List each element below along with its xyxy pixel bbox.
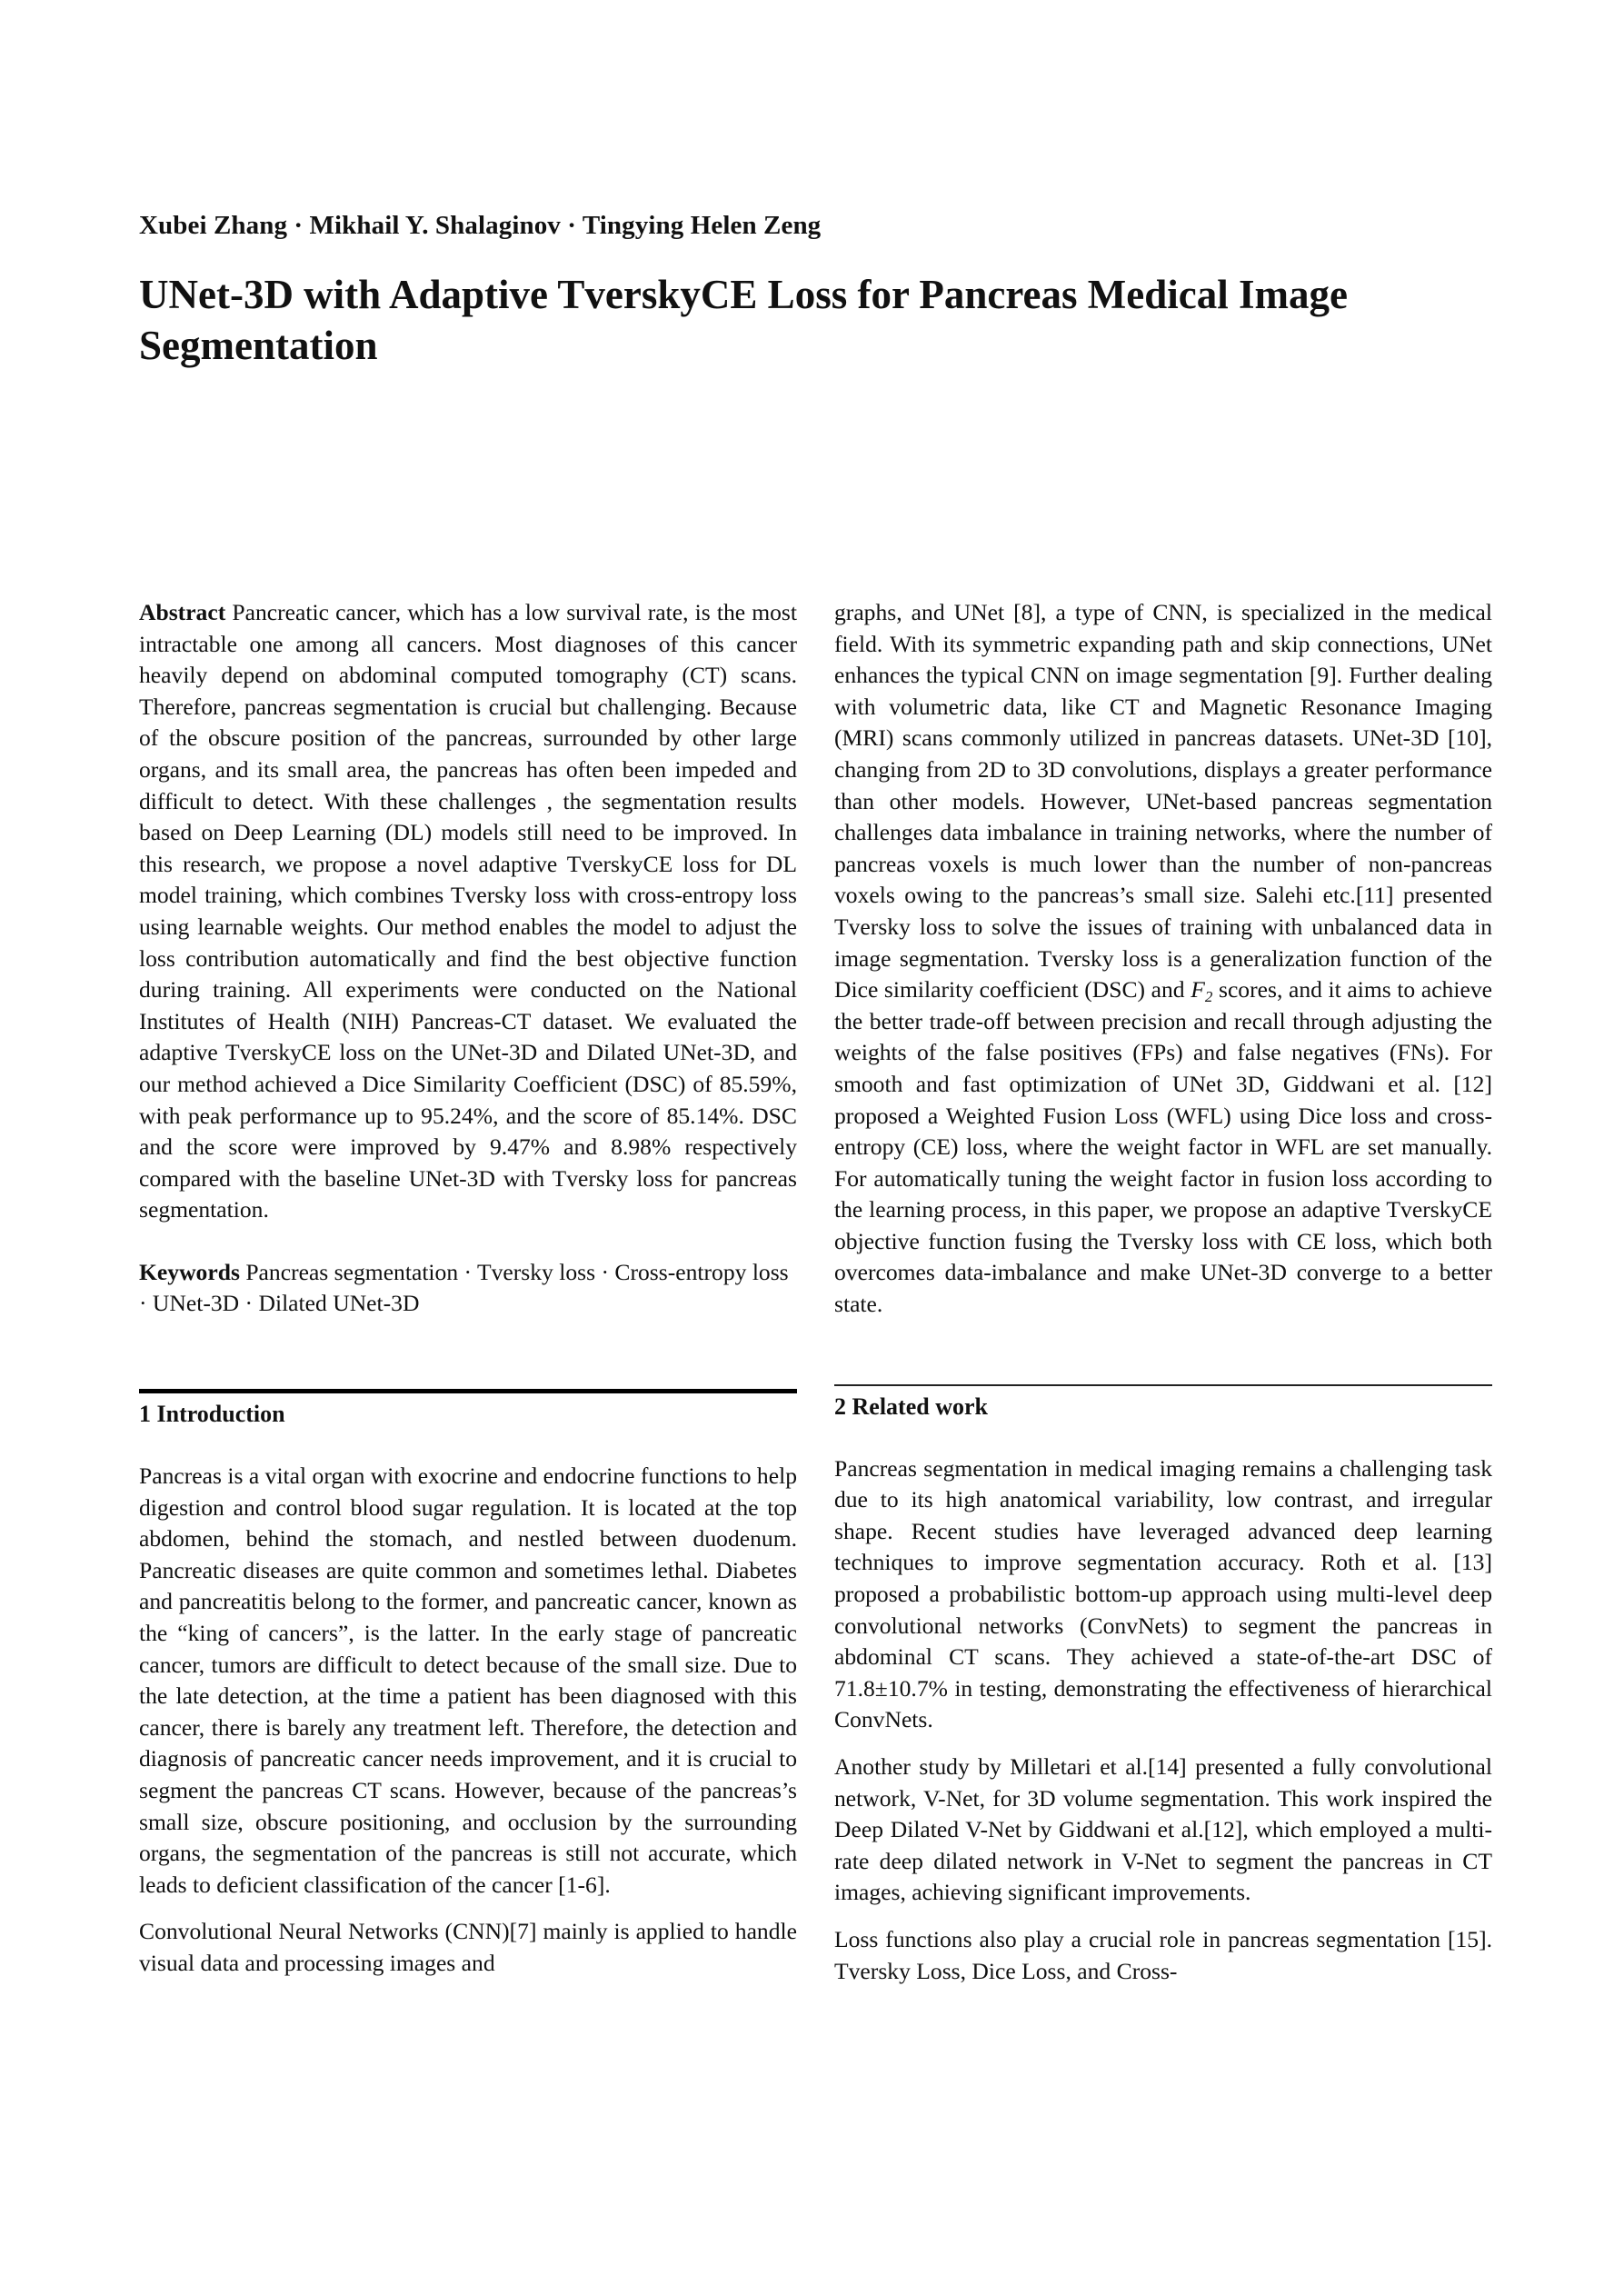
right-column <box>834 597 1492 1987</box>
keywords <box>139 1257 797 1320</box>
intro-paragraph-2: Convolutional Neural Networks (CNN)[7] mainly is applied to handle visual data and processing images and <box>139 1918 797 1976</box>
related-paragraph-3: Loss functions also play a crucial role in pancreas segmentation [15]. Tversky Loss, Dice Loss, and Cross- <box>834 1925 1492 1984</box>
paper-title: UNet-3D with Adaptive TverskyCE Loss for Pancreas Medical Image Segmentation <box>139 272 1348 368</box>
keywords-text: Pancreas segmentation · Tversky loss · Cross-entropy loss · UNet-3D · Dilated UNet-3D <box>139 1258 789 1317</box>
f2-subscript: 2 <box>1204 988 1213 1006</box>
intro-continued-text-b: scores, and it aims to achieve the better trade-off between precision and recall through adjusting the weights of the false positives (FPs) and false negatives (FNs). For smooth and fast optimization of UNet 3D, Giddwani et al. [12] proposed a Weighted Fusion Loss (WFL) using Dice loss and cross-entropy (CE) loss, where the weight factor in WFL are set manually. For automatically tuning the weight factor in fusion loss according to the learning process, in this paper, we propose an adaptive TverskyCE objective function fusing the Tversky loss with CE loss, which both overcomes data-imbalance and make UNet-3D converge to a better state. <box>834 976 1492 1318</box>
f2-symbol <box>1191 976 1213 1006</box>
intro-continued-text-a: graphs, and UNet [8], a type of CNN, is specialized in the medical field. With its symmetric expanding path and skip connections, UNet enhances the typical CNN on image segmentation [9]. Further dealing with volumetric data, like CT and Magnetic Resonance Imaging (MRI) scans commonly utilized in pancreas datasets. UNet-3D [10], changing from 2D to 3D convolutions, displays a greater performance than other models. However, UNet-based pancreas segmentation challenges data imbalance in training networks, where the number of pancreas voxels is much lower than the number of non-pancreas voxels owing to the pancreas’s small size. Salehi etc.[11] presented Tversky loss to solve the issues of training with unbalanced data in image segmentation. Tversky loss is a generalization function of the Dice similarity coefficient (DSC) and <box>834 599 1492 1003</box>
f2-letter: F <box>1191 976 1205 1003</box>
section-heading-related-work: 2 Related work <box>834 1393 988 1420</box>
abstract-label: Abstract <box>139 599 226 625</box>
abstract <box>139 597 797 1226</box>
keywords-label: Keywords <box>139 1258 240 1285</box>
left-column <box>139 597 797 1980</box>
intro-paragraph-1: Pancreas is a vital organ with exocrine and endocrine functions to help digestion and control blood sugar regulation. It is located at the top abdomen, behind the stomach, and nestled between duodenum. Pancreatic diseases are quite common and sometimes lethal. Diabetes and pancreatitis belong to the former, and pancreatic cancer, known as the “king of cancers”, is the latter. In the early stage of pancreatic cancer, tumors are difficult to detect because of the small size. Due to the late detection, at the time a patient has been diagnosed with this cancer, there is barely any treatment left. Therefore, the detection and diagnosis of pancreatic cancer needs improvement, and it is crucial to segment the pancreas CT scans. However, because of the pancreas’s small size, obscure positioning, and occlusion by the surrounding organs, the segmentation of the pancreas is still not accurate, which leads to deficient classification of the cancer [1-6]. <box>139 1462 797 1898</box>
section-heading-introduction: 1 Introduction <box>139 1401 285 1428</box>
author-list: Xubei Zhang · Mikhail Y. Shalaginov · Tingying Helen Zeng <box>139 211 822 240</box>
related-paragraph-2: Another study by Milletari et al.[14] presented a fully convolutional network, V-Net, for 3D volume segmentation. This work inspired the Deep Dilated V-Net by Giddwani et al.[12], which employed a multi-rate deep dilated network in V-Net to segment the pancreas in CT images, achieving significant improvements. <box>834 1753 1492 1906</box>
abstract-text: Pancreatic cancer, which has a low survival rate, is the most intractable one among all cancers. Most diagnoses of this cancer heavily depend on abdominal computed tomography (CT) scans. Therefore, pancreas segmentation is crucial but challenging. Because of the obscure position of the pancreas, surrounded by other large organs, and its small area, the pancreas has often been impeded and difficult to detect. With these challenges , the segmentation results based on Deep Learning (DL) models still need to be improved. In this research, we propose a novel adaptive TverskyCE loss for DL model training, which combines Tversky loss with cross-entropy loss using learnable weights. Our method enables the model to adjust the loss contribution automatically and find the best objective function during training. All experiments were conducted on the National Institutes of Health (NIH) Pancreas-CT dataset. We evaluated the adaptive TverskyCE loss on the UNet-3D and Dilated UNet-3D, and our method achieved a Dice Similarity Coefficient (DSC) of 85.59%, with peak performance up to 95.24%, and the score of 85.14%. DSC and the score were improved by 9.47% and 8.98% respectively compared with the baseline UNet-3D with Tversky loss for pancreas segmentation. <box>139 599 797 1223</box>
related-paragraph-1: Pancreas segmentation in medical imaging remains a challenging task due to its high anatomical variability, low contrast, and irregular shape. Recent studies have leveraged advanced deep learning techniques to improve segmentation accuracy. Roth et al. [13] proposed a probabilistic bottom-up approach using multi-level deep convolutional networks (ConvNets) to segment the pancreas in abdominal CT scans. They achieved a state-of-the-art DSC of 71.8±10.7% in testing, demonstrating the effectiveness of hierarchical ConvNets. <box>834 1454 1492 1733</box>
intro-paragraph-2-continued <box>834 597 1492 1321</box>
